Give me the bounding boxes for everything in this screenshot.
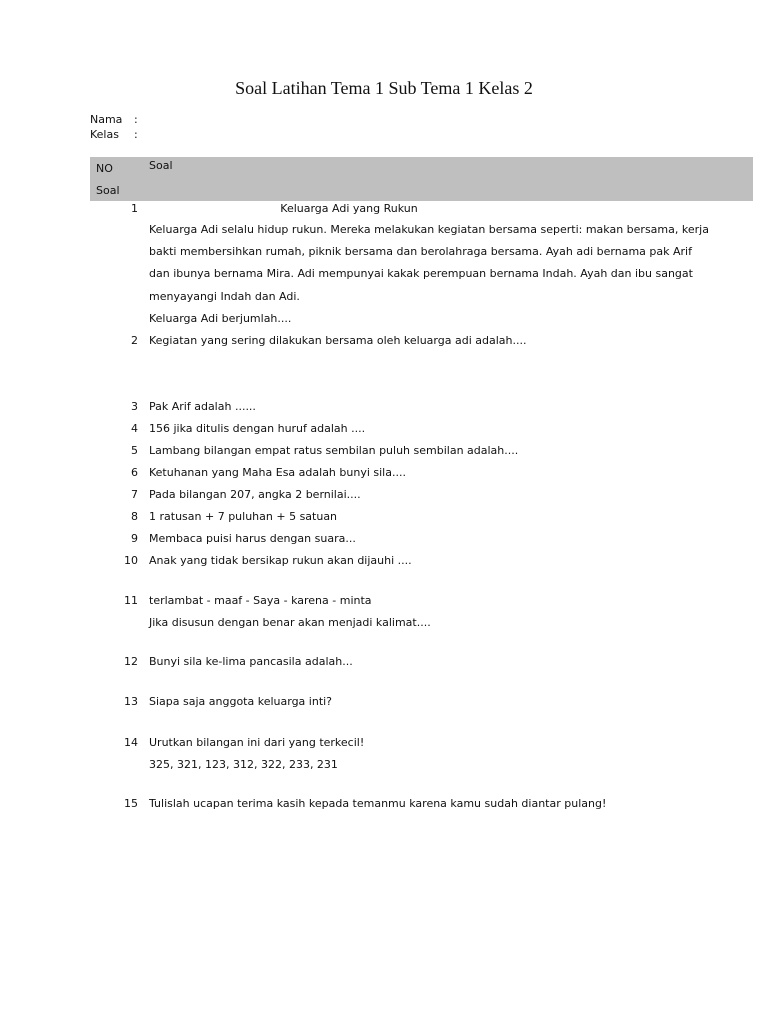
nama-field — [90, 113, 138, 126]
kelas-field — [90, 128, 138, 141]
question-number: 3 — [131, 400, 138, 413]
question-number: 15 — [124, 797, 138, 810]
question-number: 12 — [124, 655, 138, 668]
question-number: 7 — [131, 488, 138, 501]
question-number: 9 — [131, 532, 138, 545]
question-number: 11 — [124, 594, 138, 607]
question-text: Bunyi sila ke-lima pancasila adalah... — [149, 655, 353, 668]
header-soal: Soal — [149, 159, 173, 172]
question-text: terlambat - maaf - Saya - karena - minta — [149, 594, 372, 607]
question-text: Keluarga Adi selalu hidup rukun. Mereka melakukan kegiatan bersama seperti: makan bersama, kerja — [149, 223, 709, 236]
question-text: 325, 321, 123, 312, 322, 233, 231 — [149, 758, 338, 771]
question-text: Keluarga Adi berjumlah.... — [149, 312, 292, 325]
question-text: menyayangi Indah dan Adi. — [149, 290, 300, 303]
question-text: 156 jika ditulis dengan huruf adalah .... — [149, 422, 366, 435]
question-text: Tulislah ucapan terima kasih kepada temanmu karena kamu sudah diantar pulang! — [149, 797, 607, 810]
nama-label: Nama — [90, 113, 123, 126]
question-text: Urutkan bilangan ini dari yang terkecil! — [149, 736, 365, 749]
question-number: 8 — [131, 510, 138, 523]
question-title: Keluarga Adi yang Rukun — [280, 202, 418, 215]
question-text: Lambang bilangan empat ratus sembilan puluh sembilan adalah.... — [149, 444, 519, 457]
question-number: 14 — [124, 736, 138, 749]
question-text: Kegiatan yang sering dilakukan bersama oleh keluarga adi adalah.... — [149, 334, 527, 347]
question-number: 13 — [124, 695, 138, 708]
question-number: 6 — [131, 466, 138, 479]
question-text: 1 ratusan + 7 puluhan + 5 satuan — [149, 510, 338, 523]
question-text: bakti membersihkan rumah, piknik bersama dan berolahraga bersama. Ayah adi bernama pak Arif — [149, 245, 692, 258]
question-text: Siapa saja anggota keluarga inti? — [149, 695, 333, 708]
header-no-soal: NO Soal — [96, 162, 120, 197]
question-text: Jika disusun dengan benar akan menjadi kalimat.... — [149, 616, 431, 629]
question-text: Pak Arif adalah ...... — [149, 400, 256, 413]
question-number: 5 — [131, 444, 138, 457]
question-text: Ketuhanan yang Maha Esa adalah bunyi sila.... — [149, 466, 406, 479]
kelas-label: Kelas — [90, 128, 119, 141]
kelas-colon: : — [134, 128, 138, 141]
question-text: dan ibunya bernama Mira. Adi mempunyai kakak perempuan bernama Indah. Ayah dan ibu sangat — [149, 267, 693, 280]
table-header — [90, 157, 753, 201]
question-text: Pada bilangan 207, angka 2 bernilai.... — [149, 488, 361, 501]
question-text: Membaca puisi harus dengan suara... — [149, 532, 356, 545]
question-number: 4 — [131, 422, 138, 435]
question-text: Anak yang tidak bersikap rukun akan dijauhi .... — [149, 554, 412, 567]
question-number: 1 — [131, 202, 138, 215]
nama-colon: : — [134, 113, 138, 126]
question-number: 10 — [124, 554, 138, 567]
question-number: 2 — [131, 334, 138, 347]
page-title: Soal Latihan Tema 1 Sub Tema 1 Kelas 2 — [235, 78, 533, 98]
